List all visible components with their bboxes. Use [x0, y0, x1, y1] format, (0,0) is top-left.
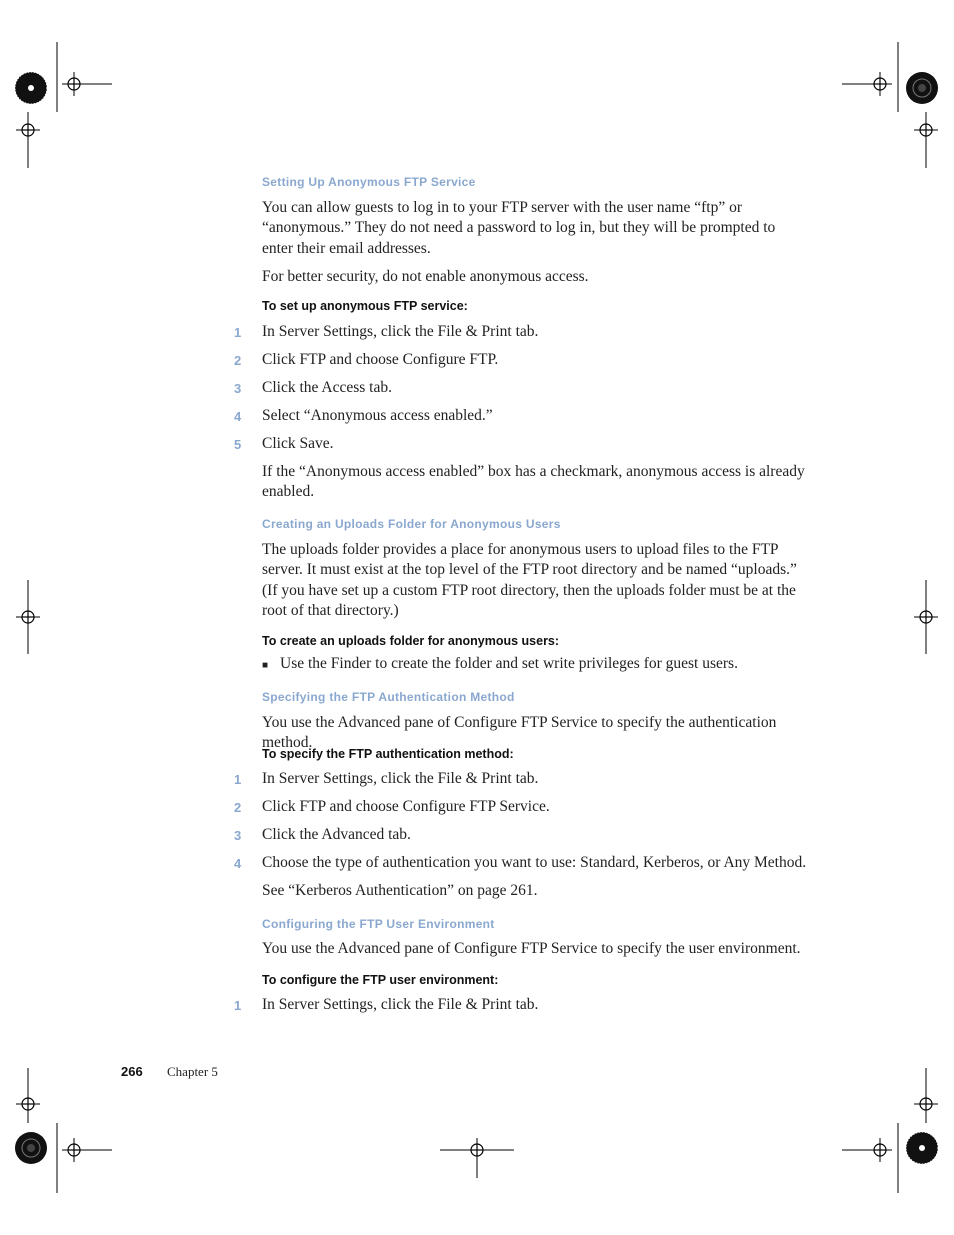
paragraph: The uploads folder provides a place for anonymous users to upload files to the FTP server. It must exist at the top level of the FTP root directory and be named “uploads.” (If you have set up a custom FTP root directory, then the uploads folder must be at the root of that directory.) [262, 541, 797, 620]
step-text: Click FTP and choose Configure FTP Service. [262, 798, 550, 815]
step-number: 2 [234, 353, 242, 368]
step-number: 5 [234, 437, 242, 452]
section-heading: Setting Up Anonymous FTP Service [262, 175, 476, 189]
page-number: 266 [121, 1064, 143, 1079]
bullet-icon: ■ [262, 660, 269, 671]
section-heading: Specifying the FTP Authentication Method [262, 690, 515, 704]
step-number: 1 [234, 772, 242, 787]
step-text: In Server Settings, click the File & Print tab. [262, 996, 539, 1013]
step-text: Click Save. [262, 435, 334, 452]
step-number: 3 [234, 828, 242, 843]
step-number: 1 [234, 998, 242, 1013]
step-text: Click the Advanced tab. [262, 826, 411, 843]
task-heading: To create an uploads folder for anonymous users: [262, 634, 560, 648]
chapter-label: Chapter 5 [167, 1064, 218, 1079]
step-number: 2 [234, 800, 242, 815]
task-heading: To specify the FTP authentication method: [262, 747, 514, 761]
step-number: 1 [234, 325, 242, 340]
step-text: In Server Settings, click the File & Print tab. [262, 323, 539, 340]
paragraph: For better security, do not enable anonymous access. [262, 268, 589, 285]
step-number: 4 [234, 856, 242, 871]
step-text: Click the Access tab. [262, 379, 392, 396]
task-heading: To set up anonymous FTP service: [262, 299, 468, 313]
bullet-text: Use the Finder to create the folder and set write privileges for guest users. [280, 655, 738, 672]
step-note: See “Kerberos Authentication” on page 261. [262, 882, 538, 899]
paragraph: You use the Advanced pane of Configure FTP Service to specify the authentication method. [262, 714, 777, 752]
step-number: 3 [234, 381, 242, 396]
step-text: In Server Settings, click the File & Print tab. [262, 770, 539, 787]
step-number: 4 [234, 409, 242, 424]
step-text: Choose the type of authentication you want to use: Standard, Kerberos, or Any Method. [262, 854, 807, 871]
step-note: If the “Anonymous access enabled” box has a checkmark, anonymous access is already enabled. [262, 463, 805, 501]
task-heading: To configure the FTP user environment: [262, 973, 499, 987]
section-heading: Configuring the FTP User Environment [262, 917, 495, 931]
section-heading: Creating an Uploads Folder for Anonymous Users [262, 517, 561, 531]
step-text: Click FTP and choose Configure FTP. [262, 351, 499, 368]
step-text: Select “Anonymous access enabled.” [262, 407, 493, 424]
paragraph: You can allow guests to log in to your FTP server with the user name “ftp” or “anonymous.” They do not need a password to log in, but they will be prompted to enter their email addresses. [262, 199, 776, 257]
paragraph: You use the Advanced pane of Configure FTP Service to specify the user environment. [262, 940, 801, 957]
